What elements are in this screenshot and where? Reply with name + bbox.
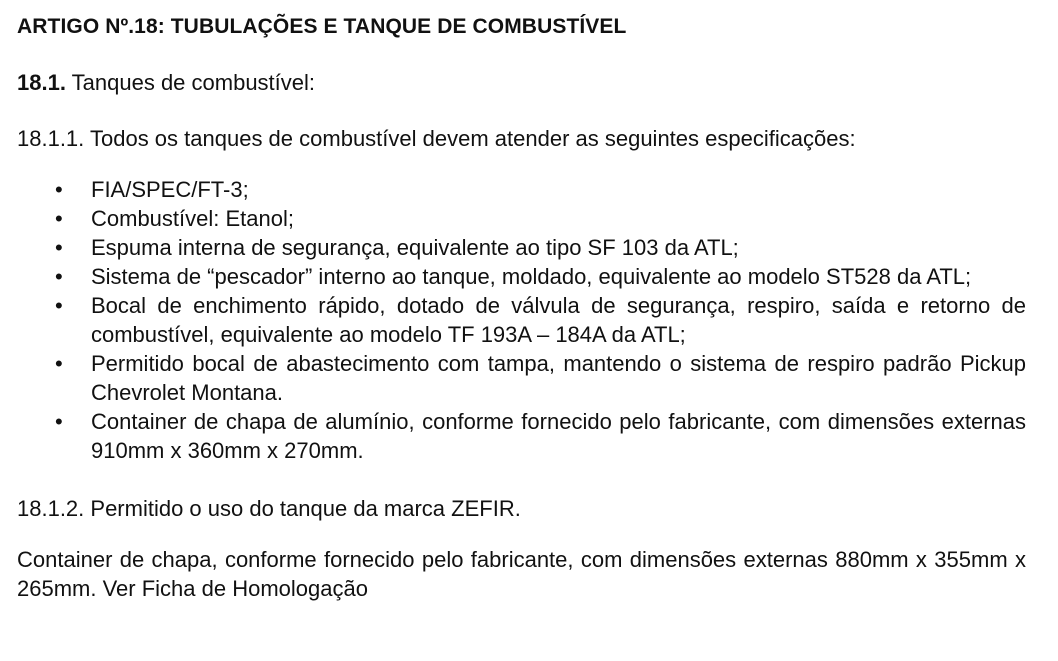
bullet-icon: • bbox=[55, 235, 63, 260]
list-item bbox=[17, 233, 1026, 262]
container-note-paragraph: Container de chapa, conforme fornecido pelo fabricante, com dimensões externas 880mm x 355mm x 265mm. Ver Ficha de Homologação bbox=[17, 547, 1026, 601]
bullet-icon: • bbox=[55, 206, 63, 231]
list-item bbox=[17, 407, 1026, 465]
section-18-1-1-paragraph: 18.1.1. Todos os tanques de combustível devem atender as seguintes especificações: bbox=[17, 126, 856, 151]
list-item-text: Container de chapa de alumínio, conforme fornecido pelo fabricante, com dimensões externas 910mm x 360mm x 270mm. bbox=[91, 409, 1026, 463]
list-item bbox=[17, 175, 1026, 204]
bullet-icon: • bbox=[55, 293, 63, 318]
list-item-text: Bocal de enchimento rápido, dotado de válvula de segurança, respiro, saída e retorno de combustível, equivalente ao modelo TF 193A – 184A da ATL; bbox=[91, 293, 1026, 347]
list-item-text: Permitido bocal de abastecimento com tampa, mantendo o sistema de respiro padrão Pickup Chevrolet Montana. bbox=[91, 351, 1026, 405]
list-item bbox=[17, 349, 1026, 407]
section-18-1-heading bbox=[17, 68, 1026, 97]
bullet-icon: • bbox=[55, 409, 63, 434]
list-item-text: Sistema de “pescador” interno ao tanque, moldado, equivalente ao modelo ST528 da ATL; bbox=[91, 264, 972, 289]
list-item-text: Combustível: Etanol; bbox=[91, 206, 294, 231]
list-item bbox=[17, 291, 1026, 349]
section-number: 18.1. bbox=[17, 70, 66, 95]
bullet-icon: • bbox=[55, 177, 63, 202]
bullet-icon: • bbox=[55, 264, 63, 289]
article-title: ARTIGO Nº.18: TUBULAÇÕES E TANQUE DE COMBUSTÍVEL bbox=[17, 15, 627, 38]
list-item-text: Espuma interna de segurança, equivalente ao tipo SF 103 da ATL; bbox=[91, 235, 739, 260]
list-item bbox=[17, 262, 1026, 291]
list-item-text: FIA/SPEC/FT-3; bbox=[91, 177, 249, 202]
bullet-icon: • bbox=[55, 351, 63, 376]
section-18-1-2-paragraph: 18.1.2. Permitido o uso do tanque da marca ZEFIR. bbox=[17, 496, 521, 521]
section-label: Tanques de combustível: bbox=[65, 70, 316, 95]
list-item bbox=[17, 204, 1026, 233]
specifications-list bbox=[17, 175, 1026, 465]
